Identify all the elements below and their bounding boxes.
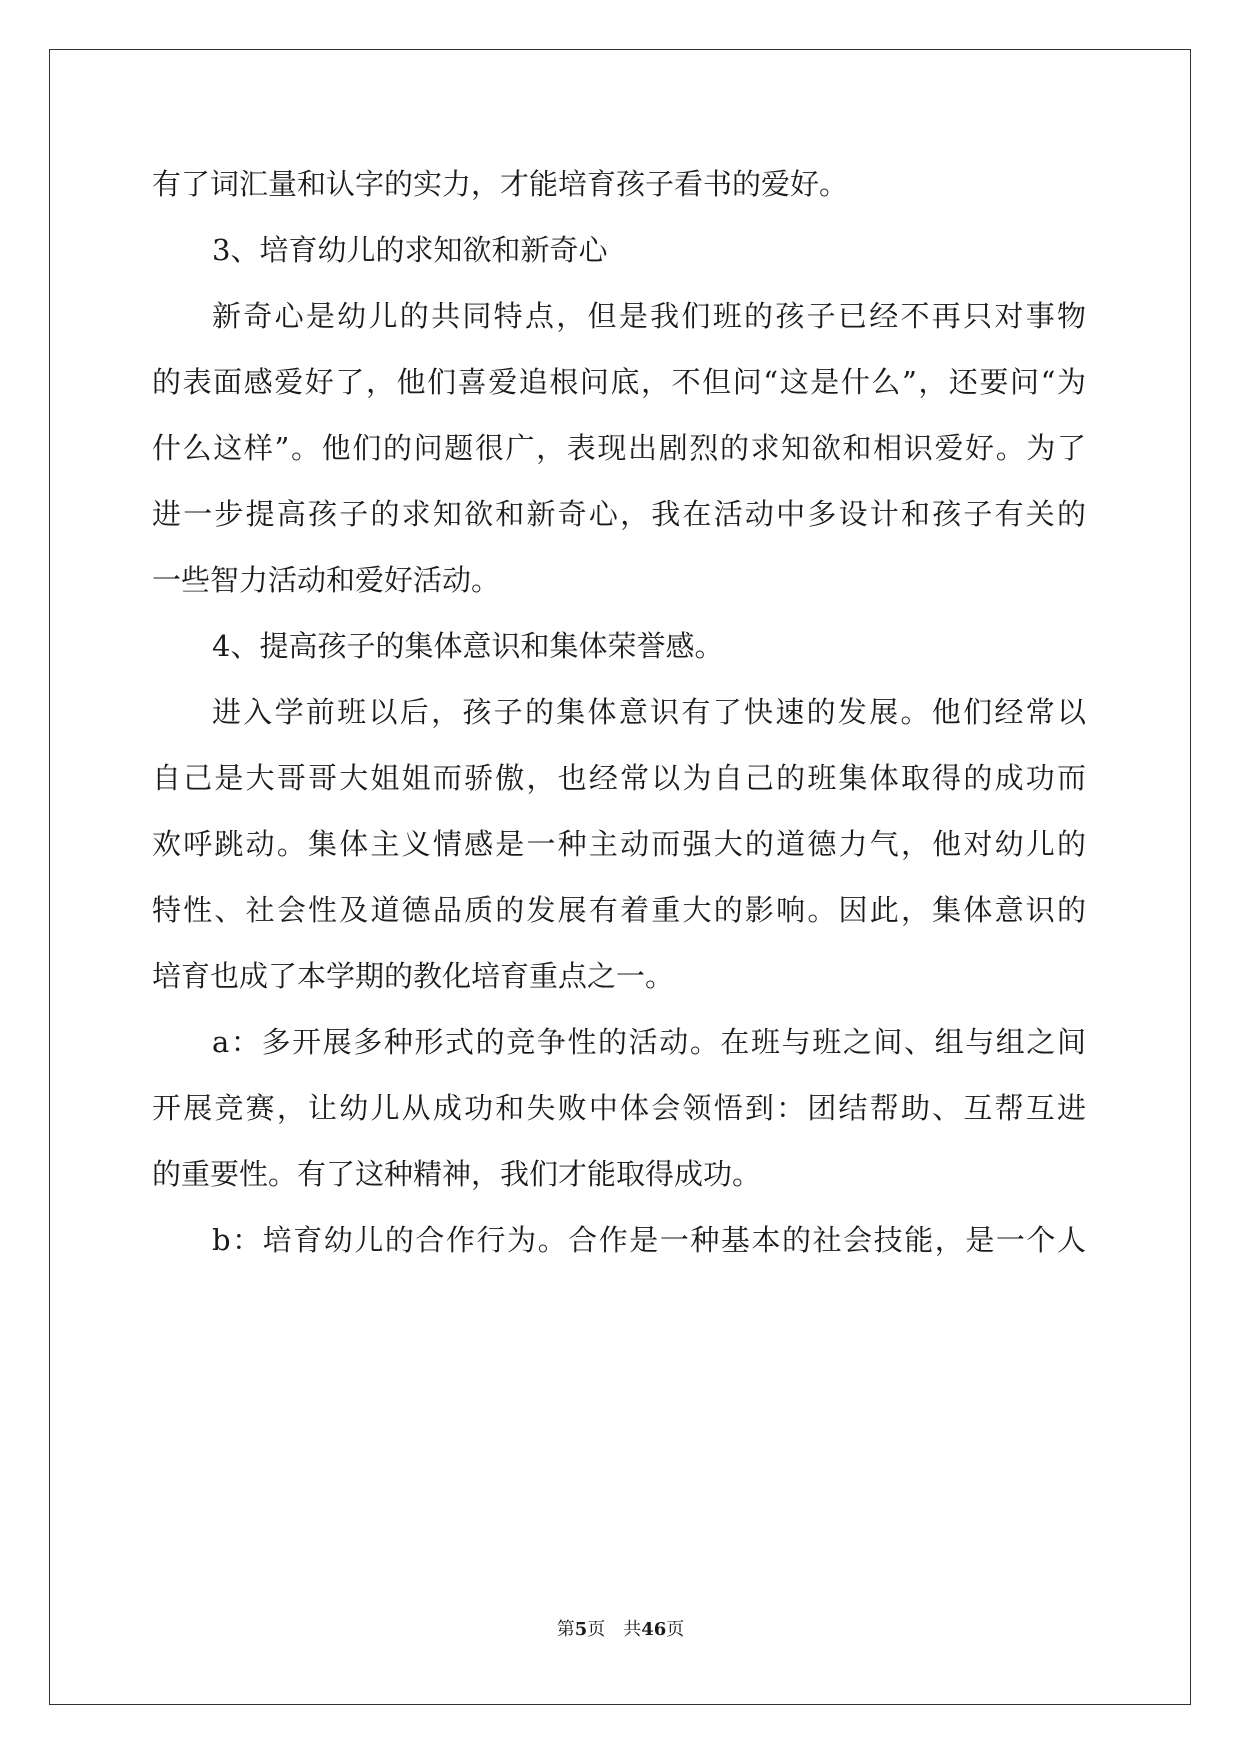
paragraph-line: 什么这样”。他们的问题很广，表现出剧烈的求知欲和相识爱好。为了 bbox=[152, 431, 1086, 465]
total-suffix: 页 bbox=[666, 1619, 685, 1640]
paragraph-line: b：培育幼儿的合作行为。合作是一种基本的社会技能，是一个人 bbox=[212, 1223, 1086, 1257]
paragraph-line: 的重要性。有了这种精神，我们才能取得成功。 bbox=[152, 1157, 762, 1191]
paragraph-line: a：多开展多种形式的竞争性的活动。在班与班之间、组与组之间 bbox=[212, 1025, 1086, 1059]
paragraph-line: 特性、社会性及道德品质的发展有着重大的影响。因此，集体意识的 bbox=[152, 893, 1086, 927]
section-heading: 4、提高孩子的集体意识和集体荣誉感。 bbox=[212, 629, 724, 663]
page-prefix: 第 bbox=[556, 1619, 575, 1640]
paragraph-line: 自己是大哥哥大姐姐而骄傲，也经常以为自己的班集体取得的成功而 bbox=[152, 761, 1086, 795]
paragraph-line: 一些智力活动和爱好活动。 bbox=[152, 563, 501, 597]
page-suffix: 页 bbox=[587, 1619, 606, 1640]
paragraph-line: 培育也成了本学期的教化培育重点之一。 bbox=[152, 959, 675, 993]
paragraph-line: 欢呼跳动。集体主义情感是一种主动而强大的道德力气，他对幼儿的 bbox=[152, 827, 1086, 861]
paragraph-line: 进入学前班以后，孩子的集体意识有了快速的发展。他们经常以 bbox=[212, 695, 1086, 729]
paragraph-line: 的表面感爱好了，他们喜爱追根问底，不但问“这是什么”，还要问“为 bbox=[152, 365, 1086, 399]
page-number: 5 bbox=[574, 1619, 588, 1640]
section-heading: 3、培育幼儿的求知欲和新奇心 bbox=[212, 233, 608, 267]
paragraph-line: 开展竞赛，让幼儿从成功和失败中体会领悟到：团结帮助、互帮互进 bbox=[152, 1091, 1086, 1125]
total-pages: 46 bbox=[641, 1619, 667, 1640]
total-prefix: 共 bbox=[623, 1619, 642, 1640]
paragraph-line: 进一步提高孩子的求知欲和新奇心，我在活动中多设计和孩子有关的 bbox=[152, 497, 1086, 531]
page-footer bbox=[0, 1618, 1241, 1642]
paragraph-line: 有了词汇量和认字的实力，才能培育孩子看书的爱好。 bbox=[152, 167, 849, 201]
paragraph-line: 新奇心是幼儿的共同特点，但是我们班的孩子已经不再只对事物 bbox=[212, 299, 1086, 333]
